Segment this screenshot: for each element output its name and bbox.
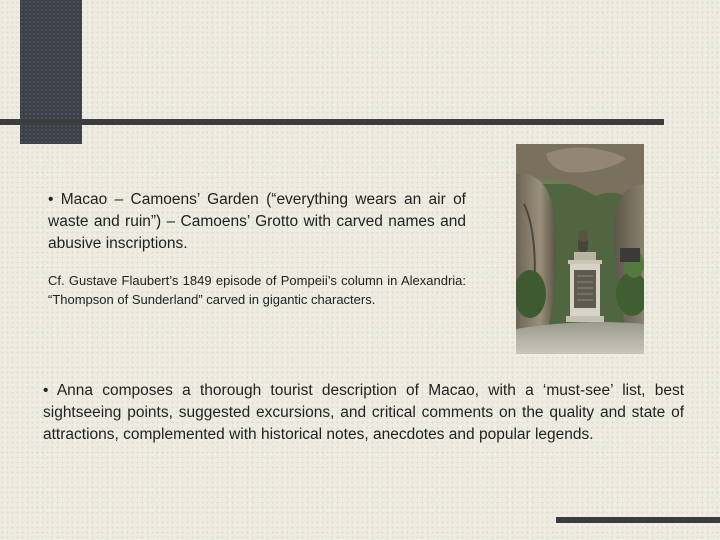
paragraph-3-text: Anna composes a thorough tourist description of Macao, with a ‘must-see’ list, best sightseeing points, suggested excursions, and critical comments on the quality and state of attractions, complemented with historical notes, anecdotes and popular legends.: [43, 382, 684, 443]
camoens-grotto-photo: [516, 144, 644, 354]
bullet-marker: •: [43, 382, 49, 399]
decorative-top-rule: [0, 119, 664, 125]
paragraph-1-text: Macao – Camoens’ Garden (“everything wears an air of waste and ruin”) – Camoens’ Grotto with carved names and abusive inscriptions.: [48, 191, 466, 252]
bullet-paragraph-camoens-garden: [48, 189, 466, 255]
bullet-marker: •: [48, 191, 54, 208]
bullet-paragraph-anna-description: [43, 380, 684, 446]
paragraph-flaubert-comparison: Cf. Gustave Flaubert’s 1849 episode of Pompeii’s column in Alexandria: “Thompson of Sunderland” carved in gigantic characters.: [48, 273, 466, 307]
decorative-bottom-rule: [556, 517, 720, 523]
